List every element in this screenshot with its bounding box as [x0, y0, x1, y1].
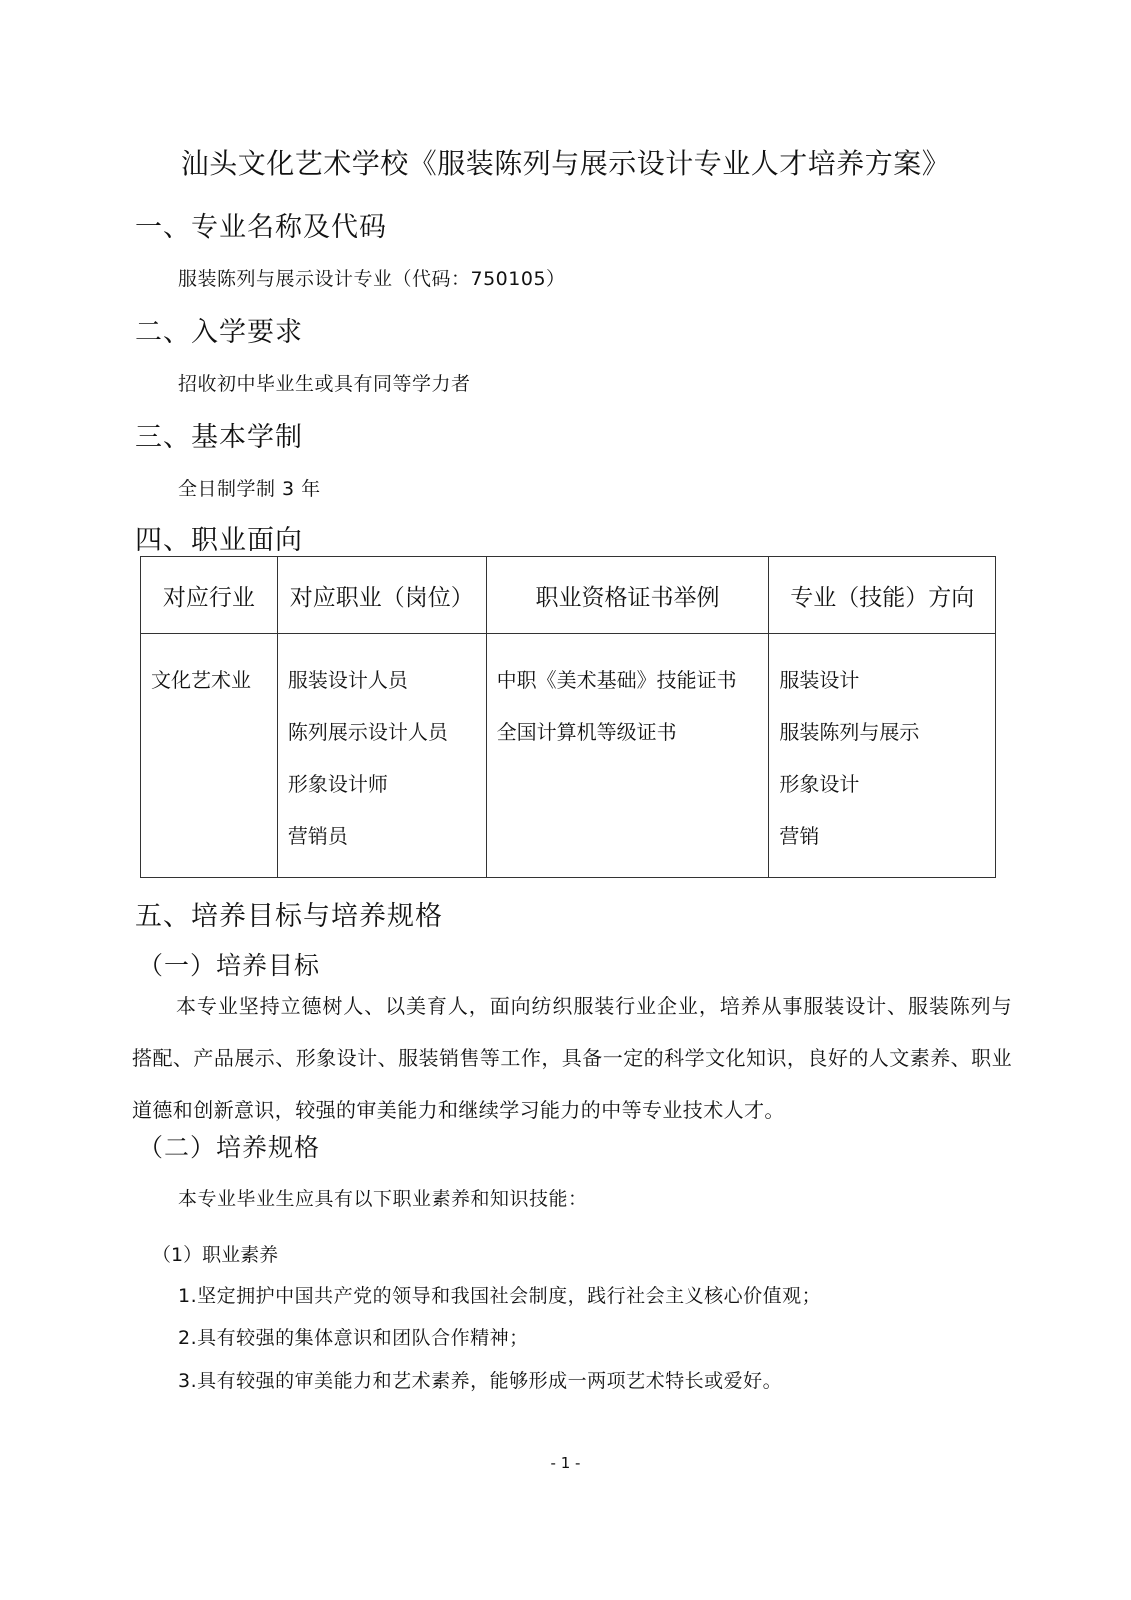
occupation-table: [140, 556, 996, 878]
table-row: [141, 634, 996, 878]
occupation-item: 服装设计人员: [287, 668, 408, 692]
direction-item: 服装陈列与展示: [779, 720, 920, 744]
section-1-heading: 一、专业名称及代码: [135, 212, 387, 243]
section-2-text: 招收初中毕业生或具有同等学力者: [178, 373, 471, 395]
subsection-2-heading: （二）培养规格: [138, 1133, 321, 1162]
page-number: - 1 -: [550, 1454, 581, 1472]
occupation-cell: [277, 634, 486, 878]
quality-item-2: 2.具有较强的集体意识和团队合作精神；: [178, 1327, 529, 1349]
section-3-text: 全日制学制 3 年: [178, 478, 321, 500]
table-header-cell: 对应职业（岗位）: [277, 557, 486, 634]
industry-cell: [141, 634, 278, 878]
occupation-item: 形象设计师: [287, 772, 388, 796]
subsection-1-heading: （一）培养目标: [138, 951, 321, 980]
industry-item: 文化艺术业: [151, 668, 251, 692]
professional-quality-heading: （1）职业素养: [152, 1244, 279, 1266]
direction-item: 形象设计: [779, 772, 860, 796]
section-5-heading: 五、培养目标与培养规格: [135, 901, 443, 932]
section-3-heading: 三、基本学制: [135, 422, 303, 453]
occupation-item: 陈列展示设计人员: [287, 720, 448, 744]
training-goal-paragraph: 本专业坚持立德树人、以美育人，面向纺织服装行业企业，培养从事服装设计、服装陈列与搭配、产品展示、形象设计、服装销售等工作，具备一定的科学文化知识，良好的人文素养、职业道德和创新意识，较强的审美能力和继续学习能力的中等专业技术人才。: [132, 994, 1012, 1122]
document-title: 汕头文化艺术学校《服装陈列与展示设计专业人才培养方案》: [180, 147, 951, 180]
direction-cell: [769, 634, 996, 878]
certificate-item: 全国计算机等级证书: [496, 720, 677, 744]
direction-item: 服装设计: [779, 668, 860, 692]
certificate-item: 中职《美术基础》技能证书: [496, 668, 737, 692]
table-header-row: [141, 557, 996, 634]
table-header-cell: 专业（技能）方向: [769, 557, 996, 634]
table-header-cell: 对应行业: [141, 557, 278, 634]
certificate-cell: [486, 634, 769, 878]
table-header-cell: 职业资格证书举例: [486, 557, 769, 634]
direction-item: 营销: [779, 824, 820, 848]
quality-item-3: 3.具有较强的审美能力和艺术素养，能够形成一两项艺术特长或爱好。: [178, 1370, 783, 1392]
occupation-item: 营销员: [287, 824, 348, 848]
section-4-heading: 四、职业面向: [135, 525, 303, 556]
subsection-2-intro: 本专业毕业生应具有以下职业素养和知识技能：: [178, 1188, 588, 1210]
section-2-heading: 二、入学要求: [135, 317, 303, 348]
quality-item-1: 1.坚定拥护中国共产党的领导和我国社会制度，践行社会主义核心价值观；: [178, 1285, 822, 1307]
section-1-text: 服装陈列与展示设计专业（代码：750105）: [178, 268, 566, 290]
